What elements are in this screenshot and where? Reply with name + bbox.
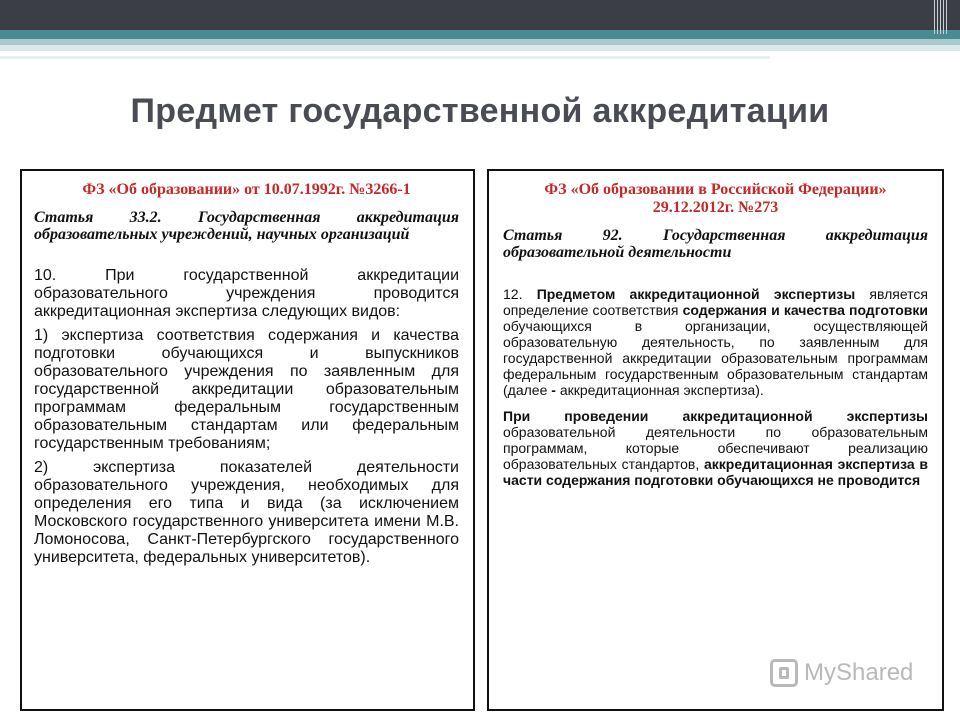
emphasis-text: При проведении аккредитационной экспертизы	[503, 408, 928, 424]
body-text: обучающихся в организации, осуществляющей образовательную деятельность, по заявленным для государственной аккредитации образовательным программам федеральным государственным образовательным стандартам (далее	[503, 318, 928, 398]
corner-decoration	[934, 0, 948, 34]
right-panel	[487, 169, 944, 711]
left-article-heading: Статья 33.2. Государственная аккредитация образовательных учреждений, научных организаций	[34, 209, 459, 243]
left-paragraph: 10. При государственной аккредитации образовательного учреждения проводится аккредитационная экспертиза следующих видов:	[34, 267, 459, 320]
body-text: образовательной деятельности по образовательным программам, которые обеспечивают реализацию образовательных стандартов,	[503, 424, 928, 472]
right-law-title: ФЗ «Об образовании в Российской Федерации» 29.12.2012г. №273	[544, 181, 887, 216]
left-law-title: ФЗ «Об образовании» от 10.07.1992г. №3266-1	[82, 181, 411, 198]
left-paragraph: 2) экспертиза показателей деятельности образовательного учреждения, необходимых для определения его типа и вида (за исключением Московского государственного университета имени М.В. Ломоносова, Санкт-Петербургского государственного университета, федеральных университетов).	[34, 459, 459, 566]
myshared-logo-icon	[770, 659, 798, 687]
watermark-text: MyShared	[804, 659, 914, 686]
right-paragraph-note	[503, 408, 928, 488]
left-panel	[20, 169, 475, 711]
header-band-dark	[0, 0, 960, 30]
watermark	[770, 655, 913, 691]
emphasis-text: содержания и качества подготовки	[682, 302, 928, 318]
right-paragraph-12	[503, 286, 928, 398]
paragraph-number: 12.	[503, 286, 523, 302]
emphasis-text: аккредитационная экспертиза в части содержания подготовки обучающихся не проводится	[503, 456, 929, 488]
header-band-teal	[0, 30, 960, 39]
emphasis-text: -	[551, 382, 556, 398]
header-divider	[0, 56, 770, 59]
left-paragraph: 1) экспертиза соответствия содержания и качества подготовки обучающихся и выпускников образовательного учреждения по заявленным для государственной аккредитации образовательным программам федеральным государственным образовательным стандартам или федеральным государственным требованиям;	[34, 327, 459, 452]
right-article-heading: Статья 92. Государственная аккредитация образовательной деятельности	[503, 227, 928, 261]
body-text: аккредитационная экспертиза).	[559, 382, 764, 398]
emphasis-text: Предметом аккредитационной экспертизы	[536, 286, 856, 302]
header-band-pale	[0, 45, 960, 51]
body-text: является определение соответствия	[503, 286, 929, 318]
slide-title: Предмет государственной аккредитации	[130, 92, 830, 130]
